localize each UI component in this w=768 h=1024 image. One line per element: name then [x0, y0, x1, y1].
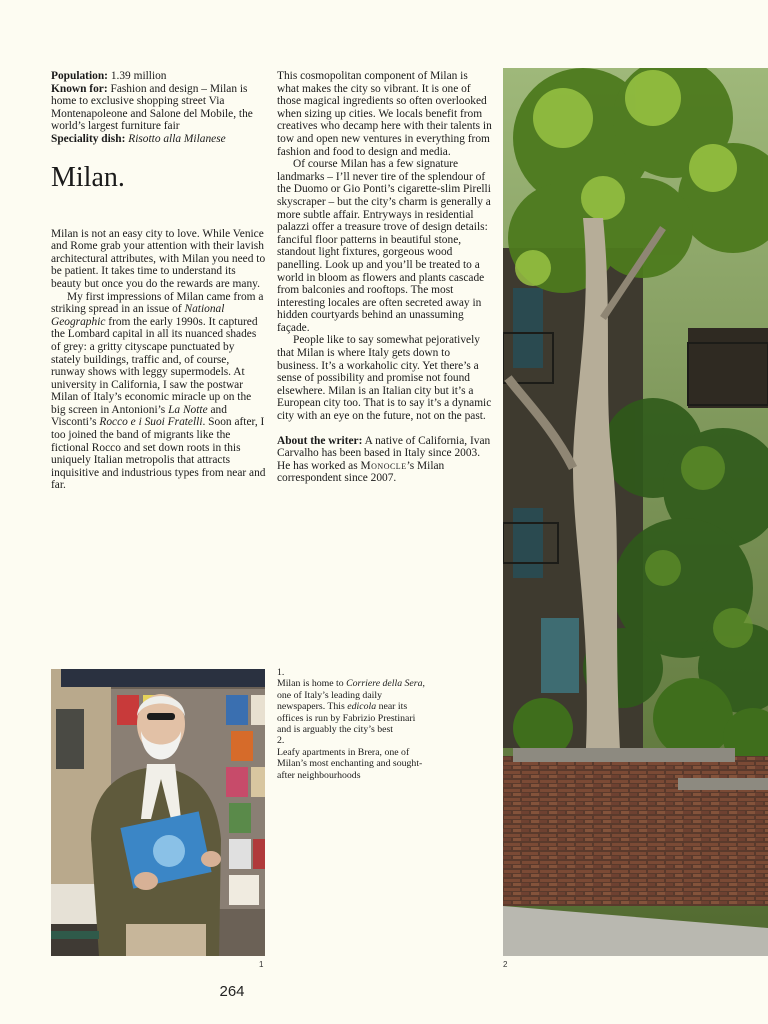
middle-column	[277, 70, 492, 485]
fact-known-for: Known for: Fashion and design – Milan is home to exclusive shopping street Via Montenapoleone and Salone del Mobile, the world’s largest furniture fair	[51, 82, 253, 133]
caption-text: Leafy apartments in Brera, one of Milan’s most enchanting and sought-after neighbourhoods	[277, 746, 423, 781]
page-title: Milan.	[51, 161, 125, 193]
article-paragraph: Milan is not an easy city to love. While Venice and Rome grab your attention with their lavish architectural attributes, with Milan you need to be patient. It takes time to understand its beauty but once you do the rewards are many.	[51, 227, 266, 290]
brera-apartments-photo	[503, 68, 768, 956]
fact-population: Population: 1.39 million	[51, 70, 167, 82]
city-facts	[51, 70, 266, 146]
about-the-writer: About the writer: A native of California, Ivan Carvalho has been based in Italy since 2003. He has worked as Monocle’s Milan correspondent since 2007.	[277, 434, 491, 485]
left-column	[51, 70, 266, 492]
article-paragraph: This cosmopolitan component of Milan is what makes the city so vibrant. It is one of those magical ingredients so often overlooked when sizing up cities. We locals benefit from creatives who decamp here with their talents in tow and open new ventures in everything from fashion and food to design and media.	[277, 70, 492, 158]
fact-speciality: Speciality dish: Risotto alla Milanese	[51, 132, 226, 145]
article-paragraph: People like to say somewhat pejoratively that Milan is where Italy gets down to business. It’s a workaholic city. Yet there’s a sense of possibility and promise not found elsewhere. Milan is an Italian city but it’s a European city too. That is to say it’s a dynamic city with an eye on the future, not on the past.	[277, 334, 492, 423]
article-paragraph: My first impressions of Milan came from a striking spread in an issue of National Geographic from the early 1990s. It captured the Lombard capital in all its nuanced shades of grey: a gritty cityscape punctuated by stately buildings, traffic and, of course, runway shows with leggy supermodels. At university in California, I saw the postwar Milan of Italy’s economic miracle up on the big screen in Antonioni’s La Notte and Visconti’s Rocco e i Suoi Fratelli. Soon after, I too joined the band of migrants like the fictional Rocco and set down roots in this uniquely Italian metropolis that attracts inquisitive and industrious types from near and far.	[51, 290, 266, 492]
photo-captions	[277, 667, 427, 781]
photo-number: 1	[259, 960, 264, 969]
caption-number: 1.	[277, 667, 285, 678]
brera-apartments-illustration	[503, 68, 768, 956]
photo-number: 2	[503, 960, 508, 969]
page-number: 264	[219, 983, 245, 1000]
caption-number: 2.	[277, 735, 285, 747]
caption-text: Milan is home to Corriere della Sera, one of Italy’s leading daily newspapers. This edicola near its offices is run by Fabrizio Prestinari and is arguably the city’s best	[277, 678, 425, 736]
newsstand-illustration	[51, 669, 265, 956]
newsstand-photo	[51, 669, 265, 956]
article-paragraph: Of course Milan has a few signature landmarks – I’ll never tire of the splendour of the Duomo or Gio Ponti’s cigarette-slim Pirelli skyscraper – but the city’s charm is generally a more subtle affair. Entryways in residential palazzi offer a treasure trove of design details: fanciful floor patterns in beautiful stone, standout light fixtures, gorgeous wood panelling. Look up and you’ll be treated to a world in bloom as flowers and plants cascade from balconies and rooftops. The most interesting locales are often secreted away in hidden courtyards behind an unassuming façade.	[277, 158, 491, 334]
